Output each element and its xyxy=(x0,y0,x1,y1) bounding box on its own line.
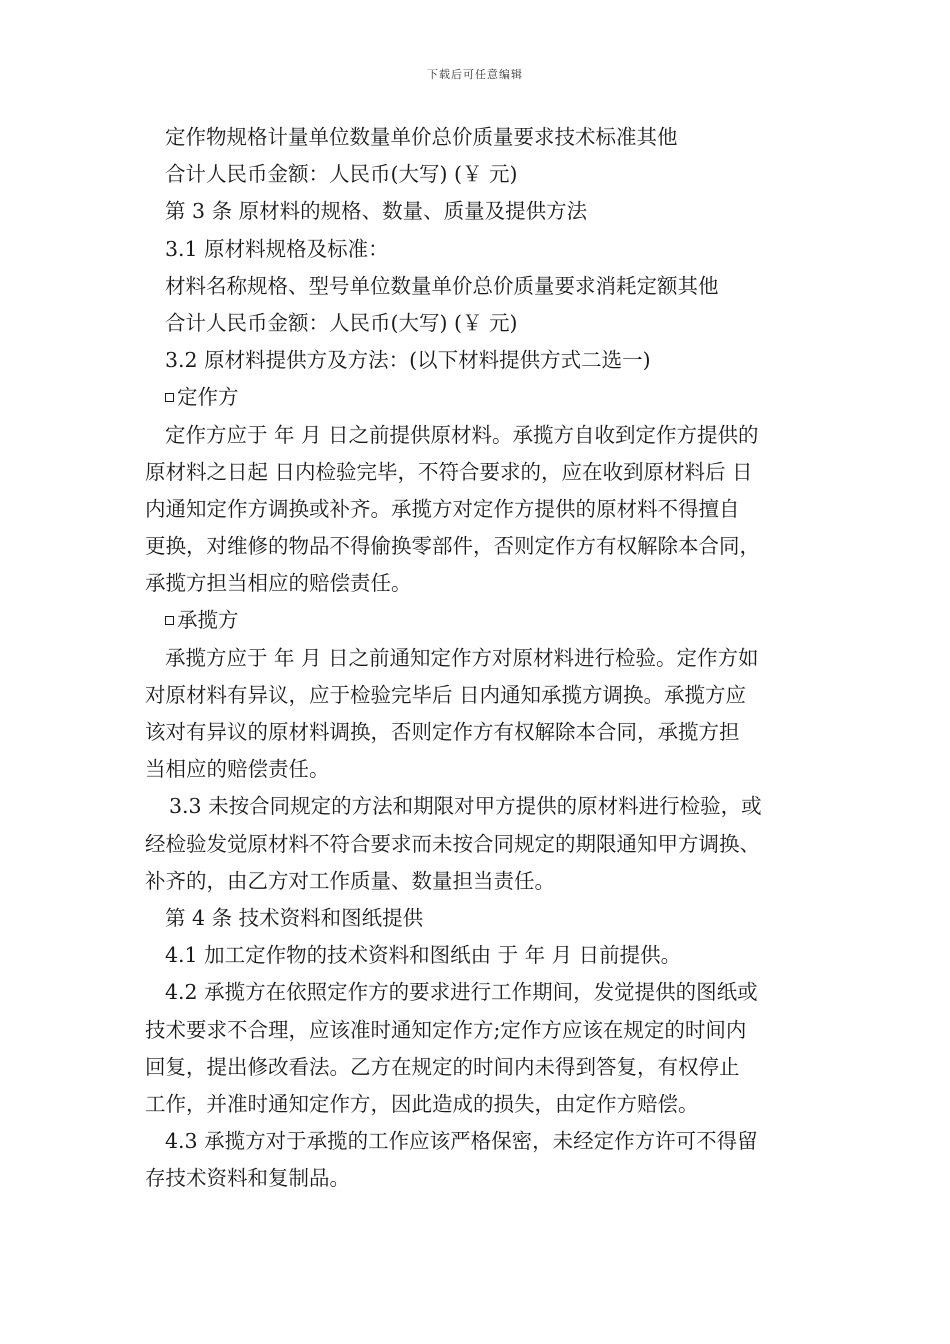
checkbox-icon[interactable] xyxy=(165,393,174,402)
paragraph-line: 补齐的，由乙方对工作质量、数量担当责任。 xyxy=(145,868,555,893)
option-customer-label: 定作方 xyxy=(177,385,239,410)
clause-3-1: 3.1 原材料规格及标准： xyxy=(165,236,389,261)
paragraph-line: 回复，提出修改看法。乙方在规定的时间内未得到答复，有权停止 xyxy=(145,1054,740,1079)
total-amount-line-2: 合计人民币金额：人民币(大写) (￥ 元) xyxy=(165,310,518,335)
paragraph-line: 技术要求不合理，应该准时通知定作方;定作方应该在规定的时间内 xyxy=(145,1017,747,1042)
paragraph-line: 存技术资料和复制品。 xyxy=(145,1166,350,1191)
paragraph-line: 更换，对维修的物品不得偷换零部件，否则定作方有权解除本合同， xyxy=(145,534,760,559)
paragraph-line: 内通知定作方调换或补齐。承揽方对定作方提供的原材料不得擅自 xyxy=(145,496,740,521)
paragraph-line: 原材料之日起 日内检验完毕，不符合要求的，应在收到原材料后 日 xyxy=(145,459,753,484)
article-3-heading: 第 3 条 原材料的规格、数量、质量及提供方法 xyxy=(165,199,588,224)
option-customer[interactable] xyxy=(145,379,817,416)
material-table-header-line: 材料名称规格、型号单位数量单价总价质量要求消耗定额其他 xyxy=(165,273,719,298)
clause-4-2: 4.2 承揽方在依照定作方的要求进行工作期间，发觉提供的图纸或 xyxy=(165,980,758,1005)
paragraph-line: 承揽方担当相应的赔偿责任。 xyxy=(145,571,412,596)
table-header-line: 定作物规格计量单位数量单价总价质量要求技术标准其他 xyxy=(165,125,678,149)
option-contractor[interactable] xyxy=(145,602,817,639)
paragraph-line: 当相应的赔偿责任。 xyxy=(145,757,330,782)
option-contractor-label: 承揽方 xyxy=(177,608,239,633)
clause-3-3: 3.3 未按合同规定的方法和期限对甲方提供的原材料进行检验，或 xyxy=(169,794,762,819)
clause-3-2: 3.2 原材料提供方及方法：(以下材料提供方式二选一) xyxy=(165,348,651,373)
clause-4-1: 4.1 加工定作物的技术资料和图纸由 于 年 月 日前提供。 xyxy=(165,943,682,968)
paragraph-line: 工作，并准时通知定作方，因此造成的损失，由定作方赔偿。 xyxy=(145,1091,699,1116)
page-header: 下载后可任意编辑 xyxy=(427,68,523,81)
total-amount-line: 合计人民币金额：人民币(大写) (￥ 元) xyxy=(165,162,518,187)
clause-4-3: 4.3 承揽方对于承揽的工作应该严格保密，未经定作方许可不得留 xyxy=(165,1129,758,1154)
paragraph-line: 定作方应于 年 月 日之前提供原材料。承揽方自收到定作方提供的 xyxy=(165,422,759,447)
document-body xyxy=(145,119,817,1197)
paragraph-line: 该对有异议的原材料调换，否则定作方有权解除本合同，承揽方担 xyxy=(145,720,740,744)
paragraph-line: 经检验发觉原材料不符合要求而未按合同规定的期限通知甲方调换、 xyxy=(145,831,760,856)
checkbox-icon[interactable] xyxy=(165,616,174,625)
article-4-heading: 第 4 条 技术资料和图纸提供 xyxy=(165,905,424,930)
paragraph-line: 对原材料有异议，应于检验完毕后 日内通知承揽方调换。承揽方应 xyxy=(145,682,747,707)
paragraph-line: 承揽方应于 年 月 日之前通知定作方对原材料进行检验。定作方如 xyxy=(165,645,759,670)
